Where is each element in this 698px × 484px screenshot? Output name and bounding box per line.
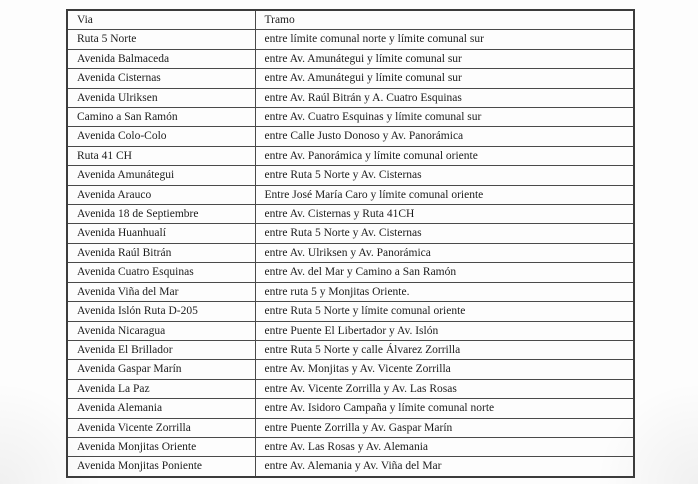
tramo-cell: entre Ruta 5 Norte y calle Álvarez Zorrilla [255,340,634,359]
via-cell: Camino a San Ramón [67,108,255,127]
via-cell: Avenida Huanhualí [67,224,255,243]
table-row [67,379,634,398]
via-cell: Avenida Cuatro Esquinas [67,263,255,282]
tramo-cell: entre Av. Ulriksen y Av. Panorámica [255,243,634,262]
table-row [67,224,634,243]
via-cell: Ruta 5 Norte [67,30,255,49]
via-cell: Avenida Arauco [67,185,255,204]
via-cell: Ruta 41 CH [67,146,255,165]
table-row [67,282,634,301]
via-cell: Avenida Cisternas [67,69,255,88]
via-cell: Avenida Monjitas Oriente [67,437,255,456]
tramo-cell: entre Ruta 5 Norte y Av. Cisternas [255,166,634,185]
table-body [67,30,634,477]
tramo-cell: entre Av. Cisternas y Ruta 41CH [255,205,634,224]
tramo-cell: entre Av. del Mar y Camino a San Ramón [255,263,634,282]
tramo-cell: entre Ruta 5 Norte y Av. Cisternas [255,224,634,243]
table-row [67,166,634,185]
table-row [67,69,634,88]
tramo-cell: entre Calle Justo Donoso y Av. Panorámica [255,127,634,146]
table-row [67,340,634,359]
via-cell: Avenida Raúl Bitrán [67,243,255,262]
table-row [67,146,634,165]
via-cell: Avenida Balmaceda [67,49,255,68]
table-row [67,457,634,477]
via-cell: Avenida Islón Ruta D-205 [67,302,255,321]
via-cell: Avenida El Brillador [67,340,255,359]
table-row [67,360,634,379]
table-row [67,127,634,146]
via-tramo-table [66,9,635,478]
via-cell: Avenida Monjitas Poniente [67,457,255,477]
via-cell: Avenida Viña del Mar [67,282,255,301]
table-row [67,88,634,107]
column-header-tramo: Tramo [255,10,634,30]
via-cell: Avenida Amunátegui [67,166,255,185]
tramo-cell: entre Av. Raúl Bitrán y A. Cuatro Esquinas [255,88,634,107]
via-cell: Avenida La Paz [67,379,255,398]
table-row [67,243,634,262]
tramo-cell: entre límite comunal norte y límite comunal sur [255,30,634,49]
tramo-cell: entre Av. Vicente Zorrilla y Av. Las Rosas [255,379,634,398]
tramo-cell: entre Av. Isidoro Campaña y límite comunal norte [255,399,634,418]
tramo-cell: entre Av. Panorámica y límite comunal oriente [255,146,634,165]
tramo-cell: entre ruta 5 y Monjitas Oriente. [255,282,634,301]
table-row [67,108,634,127]
table-row [67,49,634,68]
table-row [67,185,634,204]
table-row [67,263,634,282]
tramo-cell: entre Puente Zorrilla y Av. Gaspar Marín [255,418,634,437]
table-row [67,399,634,418]
tramo-cell: entre Av. Monjitas y Av. Vicente Zorrilla [255,360,634,379]
tramo-cell: entre Ruta 5 Norte y límite comunal oriente [255,302,634,321]
via-cell: Avenida Colo-Colo [67,127,255,146]
tramo-cell: entre Puente El Libertador y Av. Islón [255,321,634,340]
table-row [67,205,634,224]
column-header-via: Via [67,10,255,30]
via-cell: Avenida Vicente Zorrilla [67,418,255,437]
via-cell: Avenida Ulriksen [67,88,255,107]
tramo-cell: entre Av. Amunátegui y límite comunal sur [255,69,634,88]
via-cell: Avenida 18 de Septiembre [67,205,255,224]
tramo-cell: entre Av. Cuatro Esquinas y límite comunal sur [255,108,634,127]
via-cell: Avenida Alemania [67,399,255,418]
table-row [67,321,634,340]
table-row [67,437,634,456]
table-row [67,418,634,437]
tramo-cell: entre Av. Amunátegui y límite comunal sur [255,49,634,68]
tramo-cell: entre Av. Las Rosas y Av. Alemania [255,437,634,456]
tramo-cell: Entre José María Caro y límite comunal oriente [255,185,634,204]
table-row [67,30,634,49]
tramo-cell: entre Av. Alemania y Av. Viña del Mar [255,457,634,477]
table-row [67,302,634,321]
via-cell: Avenida Gaspar Marín [67,360,255,379]
via-cell: Avenida Nicaragua [67,321,255,340]
table-header-row [67,10,634,30]
